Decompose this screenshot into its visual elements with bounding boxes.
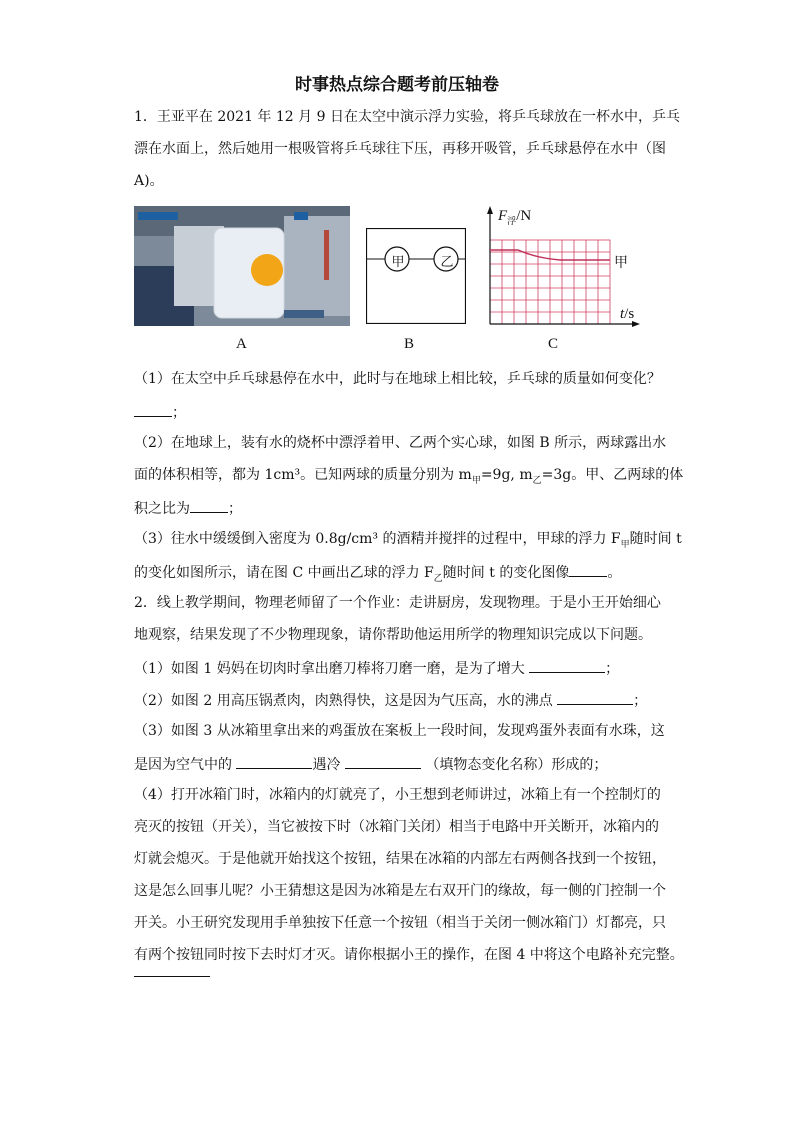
ball-yi-label: 乙 <box>440 255 454 270</box>
answer-blank[interactable] <box>529 658 605 673</box>
x-axis-label: t/s <box>620 306 635 322</box>
q1-line2: 漂在水面上，然后她用一根吸管将乒乓球往下压，再移开吸管，乒乓球悬停在水中（图 <box>134 141 666 157</box>
page-title: 时事热点综合题考前压轴卷 <box>295 75 499 95</box>
q2-line2: 地观察，结果发现了不少物理现象，请你帮助他运用所学的物理知识完成以下问题。 <box>134 627 652 643</box>
q1-line1: 1．王亚平在 2021 年 12 月 9 日在太空中演示浮力实验，将乒乓球放在一杯水中，乒乓 <box>134 109 680 125</box>
q2-part1: （1）如图 1 妈妈在切肉时拿出磨刀棒将刀磨一磨，是为了增大 ； <box>134 658 619 678</box>
q2-line1: 2．线上教学期间，物理老师留了一个作业：走讲厨房，发现物理。于是小王开始细心 <box>134 595 661 611</box>
answer-blank[interactable] <box>557 690 633 705</box>
q2-part3-line1: （3）如图 3 从冰箱里拿出来的鸡蛋放在案板上一段时间，发现鸡蛋外表面有水珠，这 <box>134 723 665 739</box>
answer-blank[interactable] <box>345 754 421 769</box>
figure-a-photo <box>134 206 350 326</box>
q2-part4-line6: 有两个按钮同时按下去时灯才灭。请你根据小王的操作，在图 4 中将这个电路补充完整。 <box>134 947 684 963</box>
q2-part4-line1: （4）打开冰箱门时，冰箱内的灯就亮了，小王想到老师讲过，冰箱上有一个控制灯的 <box>134 787 661 803</box>
curve-jia-label: 甲 <box>614 255 628 271</box>
q2-part4-line4: 这是怎么回事儿呢？小王猜想这是因为冰箱是左右双开门的缘故，每一侧的门控制一个 <box>134 883 666 899</box>
q1-part2-line3: 积之比为 ； <box>134 498 242 518</box>
answer-blank[interactable] <box>134 962 210 977</box>
q1-part2-line1: （2）在地球上，装有水的烧杯中漂浮着甲、乙两个实心球，如图 B 所示，两球露出水 <box>134 435 667 451</box>
q2-part4-line2: 亮灭的按钮（开关），当它被按下时（冰箱门关闭）相当于电路中开关断开，冰箱内的 <box>134 819 659 835</box>
figure-a-caption: A <box>236 336 247 352</box>
answer-blank[interactable] <box>236 754 312 769</box>
q1-part3-line1: （3）往水中缓缓倒入密度为 0.8g/cm³ 的酒精并搅拌的过程中，甲球的浮力 $F_甲$随时间 t <box>134 531 682 550</box>
q1-part2-line2: 面的体积相等，都为 1cm³。已知两球的质量分别为 $m_甲=9g$, $m_乙=3g$。甲、乙两球的体 <box>134 467 684 486</box>
answer-blank[interactable] <box>190 498 228 513</box>
q2-part4-line5: 开关。小王研究发现用手单独按下任意一个按钮（相当于关闭一侧冰箱门）灯都亮，只 <box>134 915 666 931</box>
ball-jia-label: 甲 <box>391 255 405 270</box>
q2-part3-line2: 是因为空气中的 遇冷 （填物态变化名称）形成的； <box>134 754 607 774</box>
figure-b-caption: B <box>404 336 415 352</box>
answer-blank[interactable] <box>134 402 172 417</box>
figure-c-caption: C <box>548 336 559 352</box>
answer-blank[interactable] <box>569 562 607 577</box>
q1-line3: A)。 <box>134 173 164 189</box>
q1-part3-line2: 的变化如图所示，请在图 C 中画出乙球的浮力 $F_乙$随时间 t 的变化图像 。 <box>134 562 621 588</box>
q2-part4-answer <box>134 962 210 982</box>
q2-part4-line3: 灯就会熄灭。于是他就开始找这个按钮，结果在冰箱的内部左右两侧各找到一个按钮， <box>134 851 666 867</box>
q1-part1: （1）在太空中乒乓球悬停在水中，此时与在地球上相比较，乒乓球的质量如何变化？ <box>134 371 661 387</box>
q2-part2: （2）如图 2 用高压锅煮肉，肉熟得快，这是因为气压高，水的沸点 ； <box>134 690 647 710</box>
y-axis-label: $F_浮/N$ <box>498 208 532 226</box>
q1-part1-answer: ； <box>134 402 186 422</box>
figure-b-diagram <box>366 228 466 324</box>
